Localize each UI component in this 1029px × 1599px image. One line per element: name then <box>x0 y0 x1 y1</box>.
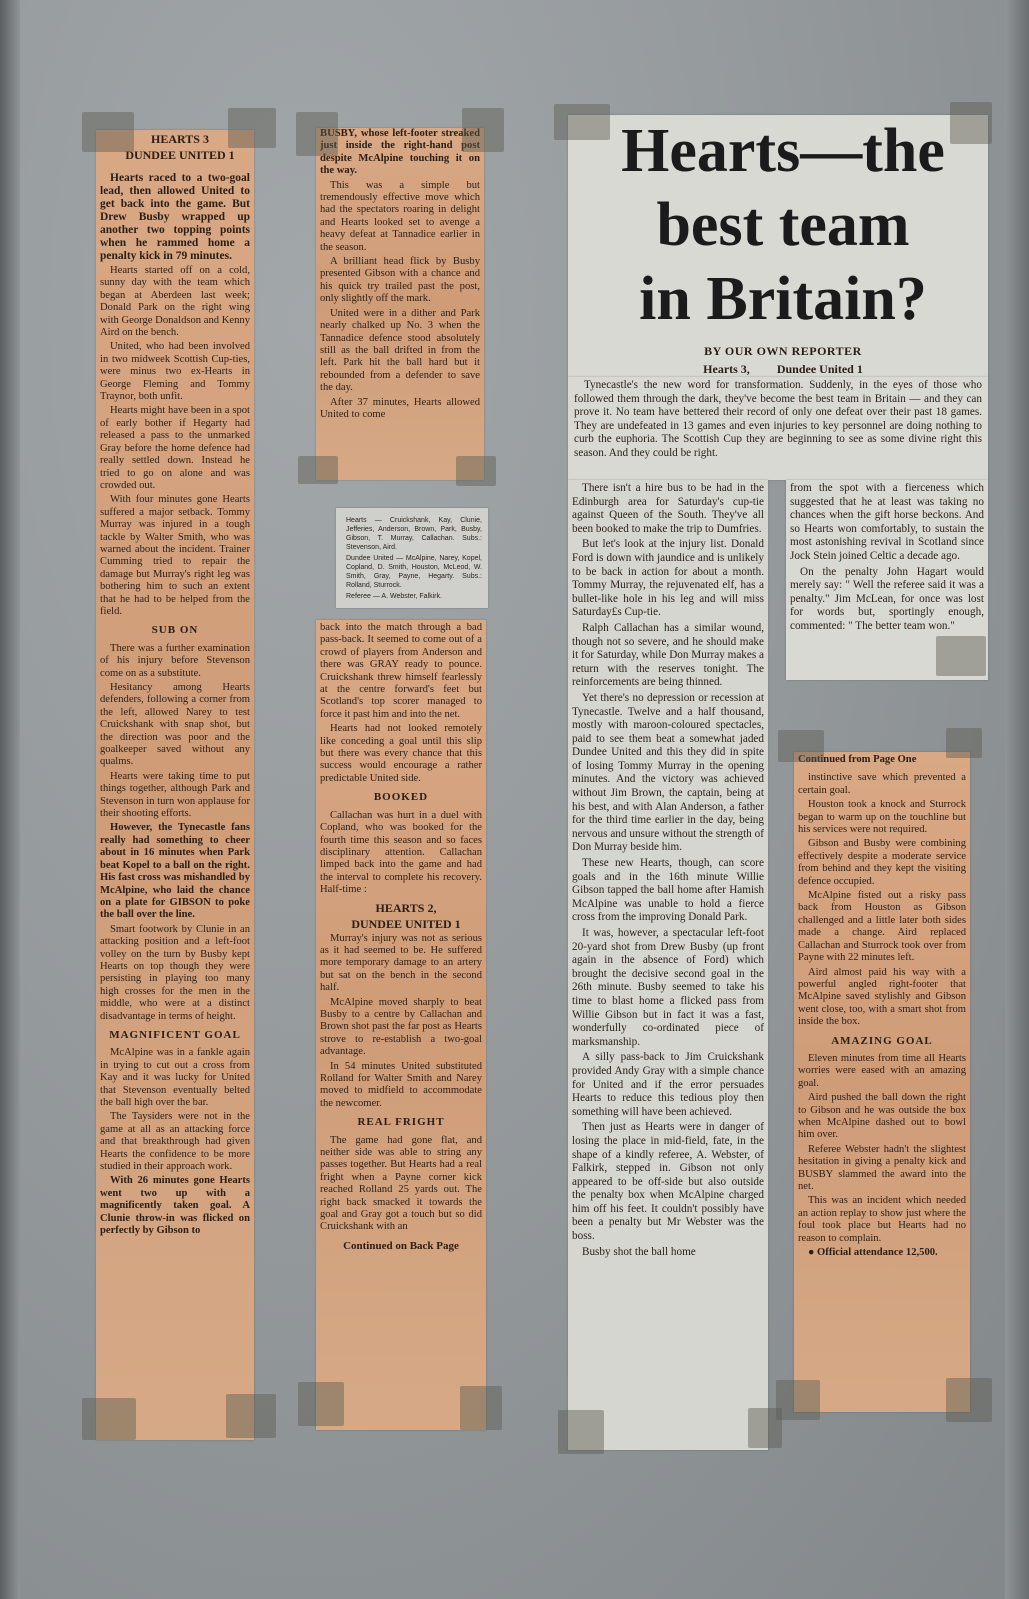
paragraph: A brilliant head flick by Busby presented Gibson with a chance and his quick try trailed past the post, only slightly off the mark. <box>320 256 480 305</box>
paragraph: Aird almost paid his way with a powerful angled right-footer that McAlpine saved stylishly and Gibson went close, too, with a smart shot from inside the box. <box>798 966 966 1028</box>
tape-strip <box>82 1398 136 1440</box>
subheading: BOOKED <box>373 791 429 804</box>
tape-strip <box>82 112 134 152</box>
paragraph: back into the match through a bad pass-back. It seemed to come out of a crowd of players from Anderson and there was GRAY ready to pounce. Cruickshank threw himself fearlessly at the centre forward's feet but Scotland's top scorer managed to force it past him and into the net. <box>320 622 482 720</box>
paragraph: Busby shot the ball home <box>582 1245 696 1258</box>
clipping-column-5 <box>794 752 970 1412</box>
attendance-note: ● Official attendance 12,500. <box>808 1247 938 1259</box>
main-article-body-left <box>568 480 768 1450</box>
paragraph: In 54 minutes United substituted Rolland for Walter Smith and Narey moved to midfield to accommodate the newcomer. <box>320 1060 482 1109</box>
tape-strip <box>296 112 338 156</box>
headline-line-3: in Britain? <box>639 265 927 333</box>
hearts-lineup: Hearts — Cruickshank, Kay, Clunie, Jefferies, Anderson, Brown, Park, Busby, Gibson, T. Murray, Callachan. Subs.: Stevenson, Aird. <box>346 517 482 551</box>
paragraph: United were in a dither and Park nearly chalked up No. 3 when the Tannadice defence stood absolutely still as the ball drifted in from the left. Park hit the ball hard but it rebounded from a defender to save the day. <box>320 307 480 394</box>
tape-strip <box>298 456 338 484</box>
united-lineup: Dundee United — McAlpine, Narey, Kopel, Copland, D. Smith, Houston, McLeod, W. Smith, Gray, Payne, Hegarty. Subs.: Rolland, Sturrock. <box>346 555 482 589</box>
tape-strip <box>778 730 824 762</box>
paragraph: With four minutes gone Hearts suffered a major setback. Tommy Murray was injured in a tough tackle by Walter Smith, who was warned about the incident. Trainer Cumming tried to repair the damage but Murray's right leg was bothering him to such an extent that he had to be helped from the field. <box>100 494 250 617</box>
halftime-score-line-1: HEARTS 2, <box>375 900 437 915</box>
lead-paragraph: Tynecastle's the new word for transformation. Suddenly, in the eyes of those who followed them through the dark, they've become the best team in Britain — and they can prove it. No team have bettered their record of only one defeat over their past 18 games. They are undefeated in 13 games and even injuries to key personnel are doing nothing to curb the euphoria. The Scottish Cup they are beginning to see as some divine right this season. And they could be right. <box>574 379 982 459</box>
clipping-header-line-2: DUNDEE UNITED 1 <box>125 148 235 162</box>
paragraph: Hearts were taking time to put things together, although Park and Stevenson in turn won applause for their shooting efforts. <box>100 770 250 820</box>
tape-strip <box>554 104 610 140</box>
headline-line-1: Hearts—the <box>621 117 945 185</box>
paragraph: instinctive save which prevented a certain goal. <box>798 772 966 796</box>
paragraph: McAlpine fisted out a risky pass back from Houston as Gibson challenged and a little later both sides made a change. Aird replaced Callachan and Sturrock took over from Payne with 22 minutes left. <box>798 890 966 964</box>
paragraph: Murray's injury was not as serious as it had seemed to be. He suffered more temporary damage to an artery but sat on the bench in the second half. <box>320 932 482 994</box>
halftime-score-line-2: DUNDEE UNITED 1 <box>351 916 461 931</box>
subheading: SUB ON <box>151 624 199 637</box>
paragraph: Yet there's no depression or recession at Tynecastle. Twelve and a half thousand, mostly with maroon-coloured spectacles, paid to see them beat a somewhat jaded Dundee United and this they did in spite of losing Tommy Murray in the opening minutes. And the victory was achieved without Jim Brown, the captain, being at his best, and with Alan Anderson, a father for the third time earlier in the day, being nervous and unsure without the strength of Don Murray beside him. <box>572 691 764 854</box>
paragraph: There was a further examination of his injury before Stevenson come on as a substitute. <box>100 642 250 679</box>
clipping-column-2-top <box>316 128 484 480</box>
paragraph: Hearts had not looked remotely like conceding a goal until this slip but there was every chance that this success would encourage a rather predictable United side. <box>320 723 482 784</box>
score-line <box>568 361 988 377</box>
paragraph: Referee Webster hadn't the slightest hesitation in giving a penalty kick and BUSBY slammed the award into the net. <box>798 1143 966 1192</box>
clipping-header-line-1: HEARTS 3 <box>151 132 209 146</box>
paragraph: Callachan was hurt in a duel with Copland, who was booked for the fourth time this season and so faces disciplinary attention. Callachan limped back into the game and had the interval to complete his recovery. Half-time : <box>320 809 482 896</box>
referee-line: Referee — A. Webster, Falkirk. <box>346 593 442 600</box>
tape-strip <box>558 1410 604 1454</box>
paragraph: The game had gone flat, and neither side was able to string any passes together. But Hearts had a real fright when a Payne corner kick reached Rolland 25 yards out. The right back smacked it towards the goal and Gray got a touch but so did Cruickshank with an <box>320 1134 482 1233</box>
paragraph: It was, however, a spectacular left-foot 20-yard shot from Drew Busby (up front again in the absence of Ford) which brought the decisive second goal in the 26th minute. Busby seemed to take his time to blast home a flicked pass from Willie Gibson but in fact it was a fast, wonderfully co-ordinated piece of marksmanship. <box>572 927 764 1048</box>
clipping-column-1 <box>96 130 254 1440</box>
tape-strip <box>950 102 992 144</box>
paragraph: Smart footwork by Clunie in an attacking position and a left-foot volley on the turn by Busby kept Hearts on top though they were persisting in playing too many high crosses for the men in the middle, who were at a distinct disadvantage in terms of height. <box>100 923 250 1022</box>
paragraph: Aird pushed the ball down the right to Gibson and he was outside the box when McAlpine dashed out to bowl him over. <box>798 1092 966 1141</box>
paragraph: McAlpine was in a fankle again in trying to cut out a cross from Kay and it was lucky for United that Stevenson eventually belted the ball high over the bar. <box>100 1047 250 1108</box>
paragraph: Ralph Callachan has a similar wound, though not so severe, and he should make it for Saturday, while Don Murray makes a return with the reserves tonight. The reinforcements are being thinned. <box>572 621 764 689</box>
tape-strip <box>456 456 496 486</box>
main-article-head <box>568 115 988 377</box>
subheading: MAGNIFICENT GOAL <box>109 1028 241 1041</box>
team-lineups-box <box>336 508 488 608</box>
page-edge-shadow-right <box>1005 0 1029 1599</box>
score-away: Dundee United 1 <box>776 362 863 376</box>
paragraph: BUSBY, whose left-footer streaked just inside the right-hand post despite McAlpine touching it on the way. <box>320 128 480 177</box>
paragraph: With 26 minutes gone Hearts went two up with a magnificently taken goal. A Clunie throw-in was flicked on perfectly by Gibson to <box>100 1175 250 1237</box>
tape-strip <box>226 1394 276 1438</box>
paragraph: Hearts started off on a cold, sunny day with the team which began at Aberdeen last week; Donald Park on the right wing with George Donaldson and Kenny Aird on the bench. <box>100 265 250 339</box>
tape-strip <box>460 1386 502 1430</box>
paragraph: Then just as Hearts were in danger of losing the place in mid-field, fate, in the shape of a kindly referee, A. Webster, of Falkirk, stepped in. Gibson not only appeared to be off-side but also outside the penalty box when McAlpine charged him off his feet. It couldn't possibly have been a penalty but Mr Webster was the boss. <box>572 1121 764 1243</box>
paragraph: United, who had been involved in two midweek Scottish Cup-ties, were minus two ex-Hearts in George Fleming and Tommy Traynor, both unfit. <box>100 341 250 403</box>
paragraph: Houston took a knock and Sturrock began to warm up on the touchline but his services were not required. <box>798 799 966 836</box>
tape-strip <box>936 636 986 676</box>
page-edge-shadow <box>0 0 20 1599</box>
headline-line-2: best team <box>656 191 910 259</box>
tape-strip <box>946 1378 992 1422</box>
continued-note: Continued on Back Page <box>343 1239 459 1252</box>
paragraph: But let's look at the injury list. Donald Ford is down with jaundice and is unlikely to be back in action for about a month. Tommy Murray, the rejuvenated elf, has a bullet-like hole in his leg and will miss Saturday£s Cup-tie. <box>572 538 764 619</box>
clipping-column-3 <box>316 620 486 1430</box>
subheading: AMAZING GOAL <box>831 1034 933 1047</box>
paragraph: Gibson and Busby were combining effectively despite a moderate service from behind and they kept the visiting defence occupied. <box>798 838 966 887</box>
paragraph: Hesitancy among Hearts defenders, following a corner from the left, allowed Narey to test Cruickshank with snap shot, but the direction was poor and the goalkeeper saved without any qualms. <box>100 682 250 768</box>
score-home: Hearts 3, <box>703 362 750 376</box>
paragraph: McAlpine moved sharply to beat Busby to a centre by Callachan and Brown shot past the far post as Hearts strove to re-establish a two-goal advantage. <box>320 996 482 1058</box>
paragraph: A silly pass-back to Jim Cruickshank provided Andy Gray with a simple chance for United and if the error persuades Hearts to reduce this tedious ploy then something will have been achieved. <box>572 1051 764 1118</box>
paragraph: Eleven minutes from time all Hearts worries were eased with an amazing goal. <box>798 1052 966 1089</box>
tape-strip <box>298 1382 344 1426</box>
tape-strip <box>946 728 982 758</box>
paragraph: This was a simple but tremendously effective move which had the spectators roaring in delight and Hearts looked set to avenge a heavy defeat at Tannadice earlier in the season. <box>320 179 480 253</box>
tape-strip <box>776 1380 820 1420</box>
paragraph: These new Hearts, though, can score goals and in the 16th minute Willie Gibson tapped the ball home after Hamish McAlpine was unable to hold a fierce cross from the improving Donald Park. <box>572 857 764 924</box>
paragraph: However, the Tynecastle fans really had something to cheer about in 16 minutes when Park beat Kopel to a ball on the right. His fast cross was mishandled by McAlpine, who laid the chance on a plate for GIBSON to poke the ball over the line. <box>100 822 250 921</box>
tape-strip <box>462 108 504 152</box>
paragraph: There isn't a hire bus to be had in the Edinburgh area for Saturday's cup-tie against Queen of the South. They've all been booked to make the trip to Dumfries. <box>572 482 764 535</box>
main-article-lead <box>568 377 988 480</box>
paragraph: This was an incident which needed an action replay to show just where the foul took place but Hearts had no reason to complain. <box>798 1195 966 1244</box>
paragraph: After 37 minutes, Hearts allowed United to come <box>320 396 480 420</box>
tape-strip <box>228 108 276 148</box>
paragraph: The Taysiders were not in the game at all as an attacking force and that breakthrough had given Hearts the confidence to be more studied in their approach work. <box>100 1111 250 1173</box>
byline: BY OUR OWN REPORTER <box>704 344 862 358</box>
paragraph: Hearts might have been in a spot of early bother if Hegarty had released a pass to the unmarked Gray before the home defence had really settled down. Instead he tried to go on alone and was crowded out. <box>100 405 250 491</box>
paragraph: from the spot with a fierceness which suggested that he at least was taking no chances when the gift horse beckons. And so Hearts won comfortably, to sustain the most astonishing revival in Scotland since Jock Stein joined Celtic a decade ago. <box>790 482 984 562</box>
subheading: REAL FRIGHT <box>357 1116 445 1129</box>
intro-paragraph: Hearts raced to a two-goal lead, then allowed United to get back into the game. But Drew Busby wrapped up another two topping points when he rammed home a penalty kick in 79 minutes. <box>100 172 250 262</box>
continued-note: Continued from Page One <box>798 754 917 765</box>
paragraph: On the penalty John Hagart would merely say: " Well the referee said it was a penalty." Jim McLean, for once was lost for words but, sportingly enough, commented: " The better team won." <box>790 565 984 632</box>
